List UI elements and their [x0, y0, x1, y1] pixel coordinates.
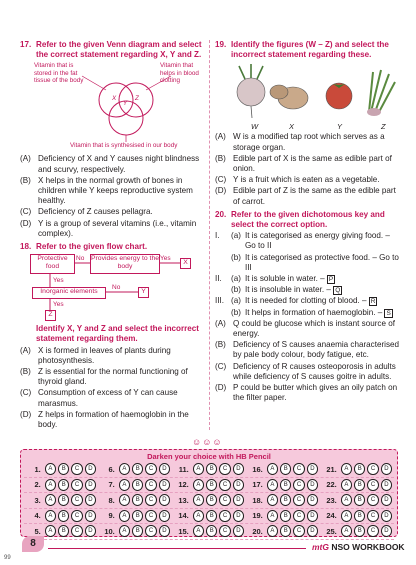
answer-bubble[interactable]: A [341, 479, 352, 491]
answer-bubble[interactable]: B [206, 510, 217, 522]
question-prompt: Identify X, Y and Z and select the incorrect statement regarding them. [36, 324, 199, 344]
answer-row [24, 478, 394, 494]
venn-x: X [112, 95, 117, 103]
venn-z: Z [135, 95, 139, 103]
answer-bubble[interactable]: B [354, 479, 365, 491]
answer-bubble[interactable]: B [132, 479, 143, 491]
answer-bubble[interactable]: B [280, 479, 291, 491]
answer-bubble[interactable]: D [307, 525, 318, 537]
answer-bubble[interactable]: D [159, 525, 170, 537]
answer-bubble[interactable]: A [341, 494, 352, 506]
option: (C) Deficiency of R causes osteoporosis in adults while deficiency of S causes goitre in adults. [215, 361, 396, 381]
answer-bubble[interactable]: A [45, 479, 56, 491]
question-text: Identify the figures (W – Z) and select the incorrect statement regarding these. [231, 40, 389, 60]
answer-item-number: 22. [326, 480, 337, 490]
smiley-icons: ☺☺☺ [192, 437, 223, 447]
answer-bubble[interactable]: B [280, 494, 291, 506]
answer-item-number: 23. [326, 495, 337, 505]
answer-item-number: 2. [34, 480, 41, 490]
answer-bubble[interactable]: C [367, 525, 378, 537]
answer-bubble[interactable]: B [206, 525, 217, 537]
answer-bubble[interactable]: C [219, 525, 230, 537]
answer-bubble[interactable]: D [85, 494, 96, 506]
answer-bubble[interactable]: D [307, 463, 318, 475]
answer-item [98, 479, 172, 491]
answer-bubble[interactable]: A [341, 463, 352, 475]
answer-row [24, 493, 394, 509]
flow-box-protective-food: Protective food [30, 254, 75, 274]
question-17 [20, 40, 205, 239]
answer-item [246, 494, 320, 506]
answer-item-number: 1. [34, 464, 41, 474]
answer-bubble[interactable]: B [280, 463, 291, 475]
answer-item-number: 6. [108, 464, 115, 474]
question-text: Refer to the given Venn diagram and select the correct statement regarding X, Y and Z. [36, 40, 202, 60]
option: (A) X is formed in leaves of plants during photosynthesis. [20, 345, 171, 365]
answer-item-number: 12. [178, 480, 189, 490]
option: (B) Z is essential for the normal functioning of thyroid gland. [20, 367, 188, 387]
brand-label [312, 542, 405, 552]
option: (B) Deficiency of S causes anaemia characterised by pale body colour, body fatigue, etc. [215, 340, 400, 360]
venn-label-bottom: Vitamin that is synthesised in our body [70, 142, 178, 150]
question-number: 19. [215, 40, 227, 49]
corner-mark: 99 [4, 555, 11, 561]
answer-bubble[interactable]: C [145, 494, 156, 506]
answer-item [246, 479, 320, 491]
answer-grid [20, 449, 398, 537]
answer-bubble[interactable]: A [45, 494, 56, 506]
key-step: III. (a) It is needed for clotting of blood. – R [215, 296, 376, 306]
answer-item [98, 525, 172, 537]
option: (D) P could be butter which gives an oily patch on the filter paper. [215, 383, 398, 403]
option: (B) X helps in the normal growth of bones in children while Y keeps reproductive system healthy. [20, 175, 193, 206]
answer-bubble[interactable]: A [45, 463, 56, 475]
figure-label-w: W [251, 122, 259, 132]
answer-bubble[interactable]: A [193, 525, 204, 537]
answer-bubble[interactable]: C [367, 494, 378, 506]
answer-bubble[interactable]: D [233, 463, 244, 475]
answer-bubble[interactable]: D [381, 494, 392, 506]
answer-bubble[interactable]: B [206, 479, 217, 491]
answer-bubble[interactable]: C [145, 479, 156, 491]
answer-item [24, 494, 98, 506]
answer-bubble[interactable]: B [58, 525, 69, 537]
answer-bubble[interactable]: A [267, 510, 278, 522]
answer-bubble[interactable]: A [119, 510, 130, 522]
venn-label-y: Vitamin that helps in blood clotting [160, 62, 199, 84]
answer-bubble[interactable]: C [367, 510, 378, 522]
answer-item [246, 510, 320, 522]
answer-bubble[interactable]: D [85, 463, 96, 475]
option: (D) Y is a group of several vitamins (i.e., vitamin complex). [20, 218, 197, 238]
answer-bubble[interactable]: B [206, 463, 217, 475]
question-number: 18. [20, 242, 32, 252]
answer-bubble[interactable]: A [119, 494, 130, 506]
flow-box-inorganic: Inorganic elements [32, 287, 106, 299]
answer-bubble[interactable]: D [307, 479, 318, 491]
footer-rule [48, 548, 306, 549]
key-step: I. (a) It is categorised as energy giving food. – Go to II [215, 231, 390, 251]
answer-item-number: 17. [252, 480, 263, 490]
answer-item-number: 24. [326, 511, 337, 521]
option: (C) Y is a fruit which is eaten as a vegetable. [215, 175, 380, 185]
question-18 [20, 242, 205, 430]
flow-label-yes: Yes [160, 255, 171, 263]
answer-item [320, 479, 394, 491]
answer-bubble[interactable]: B [132, 525, 143, 537]
answer-bubble[interactable]: B [58, 510, 69, 522]
answer-bubble[interactable]: C [71, 510, 82, 522]
answer-bubble[interactable]: D [233, 525, 244, 537]
venn-label-x: Vitamin that is stored in the fat tissue of the body [34, 62, 84, 84]
answer-grid-title: Darken your choice with HB Pencil [147, 452, 271, 461]
question-20 [215, 210, 401, 404]
answer-bubble[interactable]: C [219, 479, 230, 491]
answer-bubble[interactable]: B [354, 510, 365, 522]
answer-row [24, 524, 394, 540]
answer-item [24, 463, 98, 475]
answer-bubble[interactable]: D [85, 479, 96, 491]
answer-bubble[interactable]: B [132, 494, 143, 506]
answer-item-number: 18. [252, 495, 263, 505]
key-step: (b) It is insoluble in water. – Q [231, 285, 341, 295]
answer-item-number: 5. [34, 526, 41, 536]
tomato-icon [326, 83, 352, 109]
answer-item [24, 479, 98, 491]
answer-bubble[interactable]: C [293, 479, 304, 491]
answer-bubble[interactable]: D [85, 510, 96, 522]
answer-bubble[interactable]: A [267, 479, 278, 491]
answer-bubble[interactable]: D [233, 479, 244, 491]
answer-item [320, 525, 394, 537]
option: (A) Q could be glucose which is instant source of energy. [215, 318, 395, 339]
right-column [215, 40, 401, 406]
answer-item-number: 25. [326, 526, 337, 536]
answer-bubble[interactable]: D [381, 463, 392, 475]
flow-box-x: X [180, 258, 191, 269]
answer-bubble[interactable]: A [193, 479, 204, 491]
answer-item-number: 21. [326, 464, 337, 474]
answer-bubble[interactable]: B [354, 494, 365, 506]
answer-bubble[interactable]: D [159, 494, 170, 506]
answer-bubble[interactable]: C [145, 510, 156, 522]
key-box-q: Q [335, 287, 341, 295]
answer-bubble[interactable]: C [145, 463, 156, 475]
answer-item-number: 3. [34, 495, 41, 505]
question-text: Refer to the given flow chart. [36, 242, 148, 252]
figure-label-z: Z [381, 122, 386, 132]
figure-label-y: Y [337, 122, 343, 132]
venn-y: Y [123, 100, 128, 108]
question-19 [215, 40, 401, 207]
answer-bubble[interactable]: B [58, 494, 69, 506]
answer-item-number: 15. [178, 526, 189, 536]
answer-item [320, 510, 394, 522]
option: (A) W is a modified tap root which serves as a storage organ. [215, 132, 385, 152]
vegetable-illustrations [231, 62, 401, 120]
answer-bubble[interactable]: B [354, 525, 365, 537]
option: (C) Consumption of excess of Y can cause marasmus. [20, 388, 178, 408]
answer-bubble[interactable]: C [367, 479, 378, 491]
answer-item [172, 525, 246, 537]
answer-item-number: 8. [108, 495, 115, 505]
answer-bubble[interactable]: A [119, 479, 130, 491]
answer-bubble[interactable]: B [58, 479, 69, 491]
key-box-r: R [370, 298, 376, 306]
key-box-p: P [328, 276, 334, 284]
answer-row [24, 509, 394, 525]
key-box-s: S [386, 309, 391, 317]
answer-item-number: 9. [108, 511, 115, 521]
answer-item [172, 510, 246, 522]
question-number: 17. [20, 40, 32, 49]
answer-bubble[interactable]: A [341, 510, 352, 522]
answer-bubble[interactable]: D [159, 463, 170, 475]
answer-bubble[interactable]: C [293, 525, 304, 537]
answer-item [172, 463, 246, 475]
answer-item-number: 16. [252, 464, 263, 474]
answer-bubble[interactable]: B [354, 463, 365, 475]
answer-bubble[interactable]: D [85, 525, 96, 537]
answer-bubble[interactable]: D [381, 479, 392, 491]
turnip-icon [237, 64, 265, 118]
answer-bubble[interactable]: C [145, 525, 156, 537]
answer-item-number: 19. [252, 511, 263, 521]
question-text: Refer to the given dichotomous key and select the correct option. [231, 209, 385, 230]
answer-bubble[interactable]: C [293, 463, 304, 475]
answer-item-number: 14. [178, 511, 189, 521]
option: (C) Deficiency of Z causes pellagra. [20, 207, 153, 217]
potato-icon [270, 85, 308, 109]
answer-item-number: 13. [178, 495, 189, 505]
answer-item-number: 20. [252, 526, 263, 536]
answer-bubble[interactable]: A [193, 510, 204, 522]
flow-label-yes: Yes [53, 301, 64, 309]
page-number: 8 [22, 536, 44, 552]
answer-bubble[interactable]: D [233, 494, 244, 506]
answer-bubble[interactable]: B [280, 510, 291, 522]
flow-chart [30, 254, 205, 320]
answer-item [172, 479, 246, 491]
option: (D) Z helps in formation of haemoglobin in the body. [20, 409, 189, 430]
answer-item [98, 463, 172, 475]
answer-bubble[interactable]: A [45, 525, 56, 537]
question-number: 20. [215, 209, 227, 219]
answer-item [246, 463, 320, 475]
figure-label-x: X [289, 122, 295, 132]
answer-bubble[interactable]: C [219, 510, 230, 522]
answer-bubble[interactable]: D [159, 510, 170, 522]
answer-bubble[interactable]: C [71, 525, 82, 537]
answer-bubble[interactable]: C [293, 494, 304, 506]
answer-bubble[interactable]: C [293, 510, 304, 522]
answer-bubble[interactable]: B [280, 525, 291, 537]
left-column [20, 40, 205, 433]
flow-box-z: Z [45, 310, 56, 321]
brand-text: NSO WORKBOOK [331, 542, 405, 552]
answer-item [172, 494, 246, 506]
answer-bubble[interactable]: A [119, 463, 130, 475]
flow-box-y: Y [138, 287, 149, 298]
key-step: (b) It is categorised as protective food. – Go to III [231, 252, 399, 272]
venn-diagram [34, 62, 209, 150]
answer-item [98, 494, 172, 506]
answer-bubble[interactable]: A [119, 525, 130, 537]
answer-item [246, 525, 320, 537]
flow-label-no: No [112, 284, 121, 292]
figure-row [231, 62, 401, 130]
answer-item-number: 4. [34, 511, 41, 521]
answer-bubble[interactable]: B [132, 510, 143, 522]
answer-bubble[interactable]: A [341, 525, 352, 537]
answer-bubble[interactable]: A [193, 463, 204, 475]
answer-bubble[interactable]: C [71, 494, 82, 506]
flow-box-energy: Provides energy to the body [90, 254, 160, 274]
key-step: II. (a) It is soluble in water. – P [215, 274, 334, 284]
answer-bubble[interactable]: A [267, 463, 278, 475]
answer-bubble[interactable]: A [45, 510, 56, 522]
answer-bubble[interactable]: B [132, 463, 143, 475]
option: (A) Deficiency of X and Y causes night blindness and scurvy, respectively. [20, 154, 200, 174]
brand-logo: mtG [312, 542, 329, 552]
answer-bubble[interactable]: A [193, 494, 204, 506]
answer-grid-rows [24, 462, 394, 540]
onion-leaves-icon [367, 70, 395, 116]
answer-bubble[interactable]: D [381, 525, 392, 537]
answer-item [320, 494, 394, 506]
answer-item [98, 510, 172, 522]
answer-bubble[interactable]: B [206, 494, 217, 506]
answer-bubble[interactable]: D [159, 479, 170, 491]
answer-bubble[interactable]: C [367, 463, 378, 475]
key-step: (b) It helps in formation of haemoglobin. – S [231, 307, 391, 317]
option: (B) Edible part of X is the same as edible part of onion. [215, 153, 392, 174]
answer-bubble[interactable]: C [219, 494, 230, 506]
answer-bubble[interactable]: D [307, 494, 318, 506]
answer-bubble[interactable]: C [219, 463, 230, 475]
answer-bubble[interactable]: D [381, 510, 392, 522]
flow-label-no: No [76, 255, 85, 263]
answer-item-number: 10. [104, 526, 115, 536]
answer-bubble[interactable]: B [58, 463, 69, 475]
answer-bubble[interactable]: A [267, 525, 278, 537]
answer-bubble[interactable]: D [233, 510, 244, 522]
answer-item-number: 7. [108, 480, 115, 490]
answer-bubble[interactable]: A [267, 494, 278, 506]
answer-item-number: 11. [178, 464, 189, 474]
option: (D) Edible part of Z is the same as the edible part of carrot. [215, 186, 396, 206]
column-divider [209, 40, 210, 430]
answer-bubble[interactable]: C [71, 479, 82, 491]
flow-label-yes: Yes [53, 277, 64, 285]
answer-item [24, 510, 98, 522]
answer-item [320, 463, 394, 475]
answer-row [24, 462, 394, 478]
answer-bubble[interactable]: C [71, 463, 82, 475]
answer-bubble[interactable]: D [307, 510, 318, 522]
